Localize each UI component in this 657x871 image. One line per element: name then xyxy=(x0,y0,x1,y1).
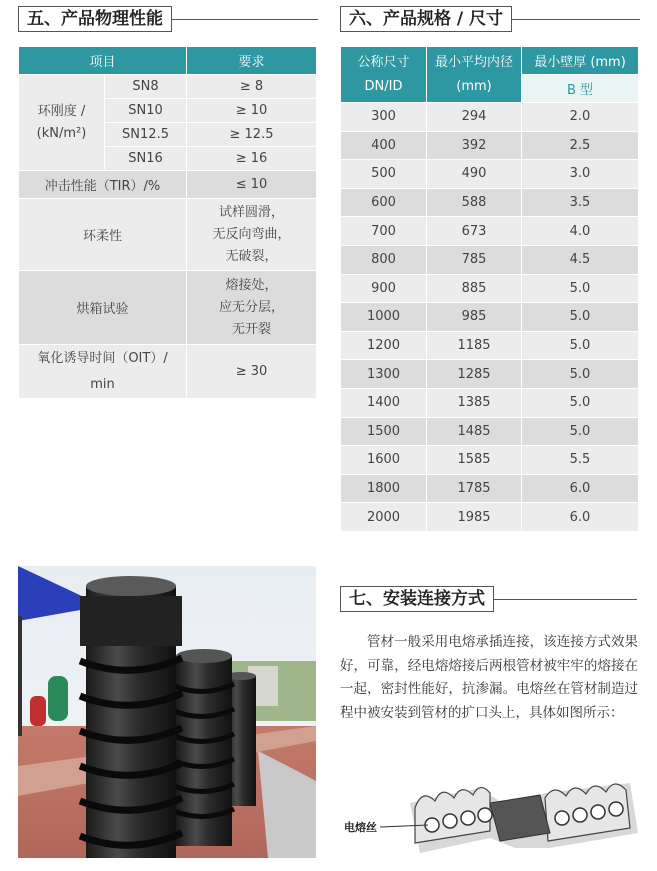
dn-cell: 1300 xyxy=(341,360,427,389)
inner-diameter-cell: 673 xyxy=(427,217,522,246)
inner-diameter-cell: 1785 xyxy=(427,474,522,503)
header-item: 项目 xyxy=(19,47,187,75)
inner-diameter-cell: 1285 xyxy=(427,360,522,389)
spec-row xyxy=(341,388,639,417)
spec-row xyxy=(341,503,639,532)
oven-req-line: 熔接处， xyxy=(225,277,278,293)
dn-cell: 500 xyxy=(341,160,427,189)
ring-stiffness-label xyxy=(19,75,105,171)
dn-cell: 1600 xyxy=(341,446,427,475)
header-inner-line: (mm) xyxy=(456,78,492,94)
spec-row xyxy=(341,217,639,246)
section5-title-rule xyxy=(172,19,318,20)
oven-req-line: 无开裂 xyxy=(232,321,272,337)
spec-row xyxy=(341,103,639,132)
installation-description xyxy=(340,631,638,725)
wall-thickness-cell: 5.0 xyxy=(522,303,639,332)
req-cell: ≥ 8 xyxy=(187,75,317,99)
inner-diameter-cell: 1485 xyxy=(427,417,522,446)
header-inner-diameter xyxy=(427,47,522,103)
wall-thickness-cell: 2.0 xyxy=(522,103,639,132)
section5-title xyxy=(18,6,318,32)
oit-label-line: 氧化诱导时间（OIT）/ xyxy=(37,350,168,366)
wall-thickness-cell: 5.5 xyxy=(522,446,639,475)
spec-row xyxy=(341,360,639,389)
spec-row xyxy=(341,131,639,160)
spec-row xyxy=(341,245,639,274)
wall-thickness-cell: 3.5 xyxy=(522,188,639,217)
wall-thickness-cell: 6.0 xyxy=(522,474,639,503)
header-dn-line: 公称尺寸 xyxy=(357,54,410,70)
section5-title-text: 五、产品物理性能 xyxy=(18,6,172,32)
header-dn xyxy=(341,47,427,103)
section7-title-text: 七、安装连接方式 xyxy=(340,586,494,612)
req-cell: ≥ 16 xyxy=(187,147,317,171)
flex-req-line: 无反向弯曲， xyxy=(212,226,291,242)
dn-cell: 800 xyxy=(341,245,427,274)
wall-thickness-cell: 5.0 xyxy=(522,274,639,303)
dn-cell: 300 xyxy=(341,103,427,132)
header-dn-line: DN/ID xyxy=(364,78,403,94)
inner-diameter-cell: 294 xyxy=(427,103,522,132)
wall-thickness-cell: 6.0 xyxy=(522,503,639,532)
section6-title-rule xyxy=(512,19,640,20)
dn-cell: 400 xyxy=(341,131,427,160)
electrofusion-wire-label: 电熔丝 xyxy=(344,821,377,834)
spec-row xyxy=(341,474,639,503)
header-wall: 最小壁厚 (mm) xyxy=(522,47,639,75)
dn-cell: 600 xyxy=(341,188,427,217)
physical-properties-table xyxy=(18,46,317,399)
section6-title xyxy=(340,6,640,32)
grade-cell: SN8 xyxy=(105,75,187,99)
dn-cell: 2000 xyxy=(341,503,427,532)
specifications-table xyxy=(340,46,639,532)
flex-req-line: 试样圆滑， xyxy=(219,204,285,220)
installation-paragraph: 管材一般采用电熔承插连接，该连接方式效果好，可靠，经电熔熔接后两根管材被牢牢的熔接在一起，密封性能好，抗渗漏。电熔丝在管材制造过程中被安装到管材的扩口头上，具体如图所示： xyxy=(340,634,638,721)
dn-cell: 1200 xyxy=(341,331,427,360)
wall-thickness-cell: 4.5 xyxy=(522,245,639,274)
dn-cell: 900 xyxy=(341,274,427,303)
spec-table-body xyxy=(341,103,639,532)
impact-label: 冲击性能（TIR）/% xyxy=(19,171,187,199)
req-cell: ≥ 10 xyxy=(187,99,317,123)
spec-row xyxy=(341,446,639,475)
spec-row xyxy=(341,417,639,446)
header-requirement: 要求 xyxy=(187,47,317,75)
inner-diameter-cell: 985 xyxy=(427,303,522,332)
wall-thickness-cell: 5.0 xyxy=(522,417,639,446)
spec-row xyxy=(341,331,639,360)
oit-req: ≥ 30 xyxy=(187,345,317,399)
oven-req xyxy=(187,271,317,345)
oven-label: 烘箱试验 xyxy=(19,271,187,345)
inner-diameter-cell: 1985 xyxy=(427,503,522,532)
inner-diameter-cell: 785 xyxy=(427,245,522,274)
header-inner-line: 最小平均内径 xyxy=(434,54,513,70)
dn-cell: 700 xyxy=(341,217,427,246)
dn-cell: 1800 xyxy=(341,474,427,503)
grade-cell: SN10 xyxy=(105,99,187,123)
grade-cell: SN16 xyxy=(105,147,187,171)
inner-diameter-cell: 885 xyxy=(427,274,522,303)
spec-row xyxy=(341,274,639,303)
inner-diameter-cell: 1385 xyxy=(427,388,522,417)
inner-diameter-cell: 490 xyxy=(427,160,522,189)
inner-diameter-cell: 1585 xyxy=(427,446,522,475)
dn-cell: 1500 xyxy=(341,417,427,446)
wall-thickness-cell: 2.5 xyxy=(522,131,639,160)
oit-label-line: min xyxy=(90,376,115,392)
inner-diameter-cell: 392 xyxy=(427,131,522,160)
flex-req xyxy=(187,199,317,271)
section7-title xyxy=(340,586,637,612)
spec-row xyxy=(341,303,639,332)
wall-thickness-cell: 5.0 xyxy=(522,360,639,389)
wall-thickness-cell: 4.0 xyxy=(522,217,639,246)
inner-diameter-cell: 1185 xyxy=(427,331,522,360)
spec-row xyxy=(341,160,639,189)
wall-thickness-cell: 3.0 xyxy=(522,160,639,189)
spec-row xyxy=(341,188,639,217)
dn-cell: 1000 xyxy=(341,303,427,332)
impact-req: ≤ 10 xyxy=(187,171,317,199)
dn-cell: 1400 xyxy=(341,388,427,417)
req-cell: ≥ 12.5 xyxy=(187,123,317,147)
oven-req-line: 应无分层， xyxy=(219,299,285,315)
flex-req-line: 无破裂， xyxy=(225,248,278,264)
ring-stiffness-label-text: 环刚度 / (kN/m²) xyxy=(36,103,87,141)
wall-thickness-cell: 5.0 xyxy=(522,388,639,417)
section6-title-text: 六、产品规格 / 尺寸 xyxy=(340,6,512,32)
inner-diameter-cell: 588 xyxy=(427,188,522,217)
pipe-installation-photo xyxy=(18,566,316,858)
electrofusion-diagram xyxy=(340,763,638,863)
section7-title-rule xyxy=(494,599,637,600)
oit-label xyxy=(19,345,187,399)
header-wall-type: B 型 xyxy=(522,75,639,103)
grade-cell: SN12.5 xyxy=(105,123,187,147)
flex-label: 环柔性 xyxy=(19,199,187,271)
wall-thickness-cell: 5.0 xyxy=(522,331,639,360)
